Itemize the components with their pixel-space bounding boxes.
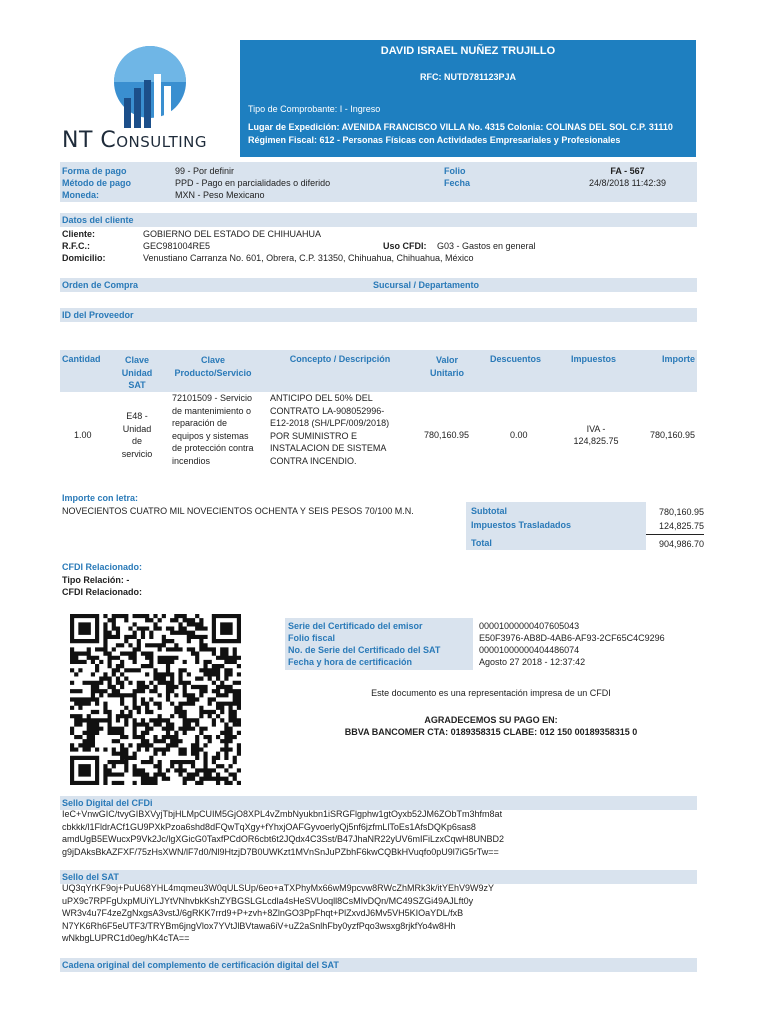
importe-letra-label: Importe con letra:: [62, 493, 139, 503]
cfdi-rel-title: CFDI Relacionado:: [62, 562, 143, 572]
row-concepto: ANTICIPO DEL 50% DEL CONTRATO LA-908052996-E12-2018 (SH/LPF/009/2018) POR SUMINISTRO E INSTALACION DE SISTEMA CONTRA INCENDIO.: [270, 393, 390, 466]
client-rfc-value: GEC981004RE5: [143, 241, 211, 251]
th-clave-unidad: Clave Unidad SAT: [121, 355, 153, 390]
serie-emisor-value: 00001000000407605043: [479, 621, 580, 631]
folio-values: [560, 165, 695, 189]
subtotal-value: 780,160.95: [658, 507, 704, 517]
issuer-name: DAVID ISRAEL NUÑEZ TRUJILLO: [380, 45, 556, 57]
th-clave-prod: Clave Producto/Servicio: [174, 355, 252, 378]
importe-letra-value: NOVECIENTOS CUATRO MIL NOVECIENTOS OCHENTA Y SEIS PESOS 70/100 M.N.: [62, 506, 414, 516]
sello-sat-line: N7YK6Rh6F5eUTF3/TRYBm6jngVlox7YVtJlBVtawa6iV+uZ2aSnlhFby0yzfPqo3wsxg8rjkfYo4w8Hh: [62, 920, 456, 931]
orden-label: Orden de Compra: [62, 280, 139, 290]
cfdi-relacionado: CFDI Relacionado:: [62, 587, 143, 597]
sello-cfdi-line: g9jDAksBkAZFXF/75zHsXWN/lF7d0/Nl9HtzjD7B0UWKzt1MVnSnJuPZbhF6kwCQBkHVuqfo0pU9l7iG5rTw==: [62, 846, 499, 857]
sello-sat-line: uPX9c7RPFgUxpMUiYLJYtVNhvbkKshZYBGSLGLcdla4sHeSVUoqll8CsMIvDQn/MC49SZGi49AJLft0y: [62, 895, 474, 906]
bbva-text: BBVA BANCOMER CTA: 0189358315 CLABE: 012 150 00189358315 0: [344, 727, 638, 737]
payment-values: [175, 165, 330, 201]
moneda-value: MXN - Peso Mexicano: [175, 190, 265, 200]
sello-sat-title: Sello del SAT: [60, 870, 697, 884]
th-impuestos: Impuestos: [571, 354, 617, 364]
fecha-cert-value: Agosto 27 2018 - 12:37:42: [479, 657, 586, 667]
serie-sat-value: 00001000000404486074: [479, 645, 580, 655]
lugar-expedicion: Lugar de Expedición: AVENIDA FRANCISCO VILLA No. 4315 Colonia: COLINAS DEL SOL C.P. 31110: [248, 122, 673, 132]
client-rfc-label: R.F.C.:: [62, 241, 90, 251]
total-divider: [646, 534, 704, 535]
row-impuestos: IVA - 124,825.75: [573, 424, 619, 446]
th-descuentos: Descuentos: [490, 354, 542, 364]
representacion-text: Este documento es una representación impresa de un CFDI: [371, 688, 611, 698]
impuestos-trasladados-value: 124,825.75: [658, 521, 704, 531]
row-valor: 780,160.95: [424, 430, 470, 440]
domicilio-value: Venustiano Carranza No. 601, Obrera, C.P. 31350, Chihuahua, Chihuahua, México: [143, 253, 474, 263]
sucursal-label: Sucursal / Departamento: [373, 280, 480, 290]
th-importe: Importe: [661, 354, 695, 364]
payment-labels: [62, 165, 131, 201]
forma-pago-value: 99 - Por definir: [175, 166, 235, 176]
total-value: 904,986.70: [658, 539, 704, 549]
client-labels: [62, 228, 106, 264]
forma-pago-label: Forma de pago: [62, 166, 127, 176]
sello-sat-line: WR3v4u7F4zeZgNxgsA3vstJ/6gRKK7rrd9+P+zvh+8ZlnGO3PpFhqt+PlZxvdJ6Mv5VH5KIOaYDL/fxB: [62, 908, 464, 918]
sello-cfdi-line: IeC+VnwGIC/tvyGIBXVyjTbjHLMpCUIM5GjO8XPL4vZmbNyukbn1iSRGFlgphw1gtOyxb52JM6ZObTm3hfm8at: [62, 809, 503, 819]
impuestos-trasladados-label: Impuestos Trasladados: [471, 520, 572, 530]
uso-cfdi-label: Uso CFDI:: [383, 241, 427, 251]
issuer-rfc: RFC: NUTD781123PJA: [419, 72, 517, 82]
row-descuentos: 0.00: [510, 430, 528, 440]
moneda-label: Moneda:: [62, 190, 99, 200]
qr-code-icon: [70, 614, 241, 785]
company-logo: [60, 40, 240, 157]
sello-cfdi-line: cbkkk/l1FldrACf1GU9PXkPzoa6shd8dFQwTqXgy+fYhxjOAFGyvoerlyQj5nf6jzfmLlToEs1AfsDQKp6sas8: [62, 821, 476, 832]
fecha-cert-label: Fecha y hora de certificación: [288, 657, 413, 667]
serie-sat-label: No. de Serie del Certificado del SAT: [288, 645, 441, 655]
folio-fiscal-value: E50F3976-AB8D-4AB6-AF93-2CF65C4C9296: [479, 633, 665, 643]
cert-labels: [288, 620, 440, 668]
serie-emisor-label: Serie del Certificado del emisor: [288, 621, 423, 631]
logo-text: NT Consulting: [62, 128, 207, 153]
uso-cfdi-value: G03 - Gastos en general: [437, 241, 536, 251]
sello-sat-line: UQ3qYrKF9oj+PuU68YHL4mqmeu3W0qULSUp/6eo+aTXPhyMx66wM9pcvw8RWcZhMRk3k/itYEhV9W9zY: [62, 883, 495, 893]
regimen-fiscal: Régimen Fiscal: 612 - Personas Físicas con Actividades Empresariales y Profesionales: [248, 135, 621, 145]
fecha-label: Fecha: [444, 178, 471, 188]
metodo-pago-value: PPD - Pago en parcialidades o diferido: [175, 178, 331, 188]
tipo-comprobante: Tipo de Comprobante: I - Ingreso: [248, 104, 381, 114]
sello-cfdi-text: [62, 808, 504, 858]
th-cantidad: Cantidad: [62, 354, 101, 364]
folio-value: FA - 567: [610, 166, 645, 176]
issuer-header: [240, 40, 696, 157]
th-valor: Valor Unitario: [429, 355, 464, 378]
folio-labels: [444, 165, 470, 189]
agradecemos-text: AGRADECEMOS SU PAGO EN:: [424, 715, 558, 725]
row-clave-unidad: E48 - Unidad de servicio: [121, 411, 153, 459]
qr-modules: [70, 614, 241, 785]
tipo-relacion: Tipo Relación: -: [62, 575, 130, 585]
th-concepto: Concepto / Descripción: [289, 354, 391, 364]
metodo-pago-label: Método de pago: [62, 178, 131, 188]
folio-fiscal-label: Folio fiscal: [288, 633, 336, 643]
row-cantidad: 1.00: [74, 430, 92, 440]
total-label: Total: [471, 538, 492, 548]
proveedor-label: ID del Proveedor: [60, 308, 697, 322]
client-section-title: Datos del cliente: [60, 213, 697, 227]
qr-code: [70, 614, 241, 785]
cert-values: [479, 620, 665, 668]
cliente-value: GOBIERNO DEL ESTADO DE CHIHUAHUA: [143, 229, 322, 239]
folio-label: Folio: [444, 166, 466, 176]
row-clave-prod: 72101509 - Servicio de mantenimiento o reparación de equipos y sistemas de protección contra incendios: [172, 393, 254, 466]
cliente-label: Cliente:: [62, 229, 96, 239]
table-row: [60, 392, 697, 482]
subtotal-label: Subtotal: [471, 506, 507, 516]
sello-cfdi-title: Sello Digital del CFDi: [60, 796, 697, 810]
cadena-title: Cadena original del complemento de certificación digital del SAT: [60, 958, 697, 972]
domicilio-label: Domicilio:: [62, 253, 106, 263]
sello-sat-text: [62, 882, 494, 945]
sello-cfdi-line: amdUgB5EWucxP9Vk2Jc/lgXGicG0TaxfPCdOR6cbt6t2JQdx4C3Sst/B47JhaNR22yUV6mIFiLzxCqwH8UNBD2: [62, 834, 505, 844]
row-importe: 780,160.95: [649, 430, 695, 440]
fecha-value: 24/8/2018 11:42:39: [589, 178, 666, 188]
sello-sat-line: wNkbgLUPRC1d0eg/hK4cTA==: [62, 933, 190, 943]
